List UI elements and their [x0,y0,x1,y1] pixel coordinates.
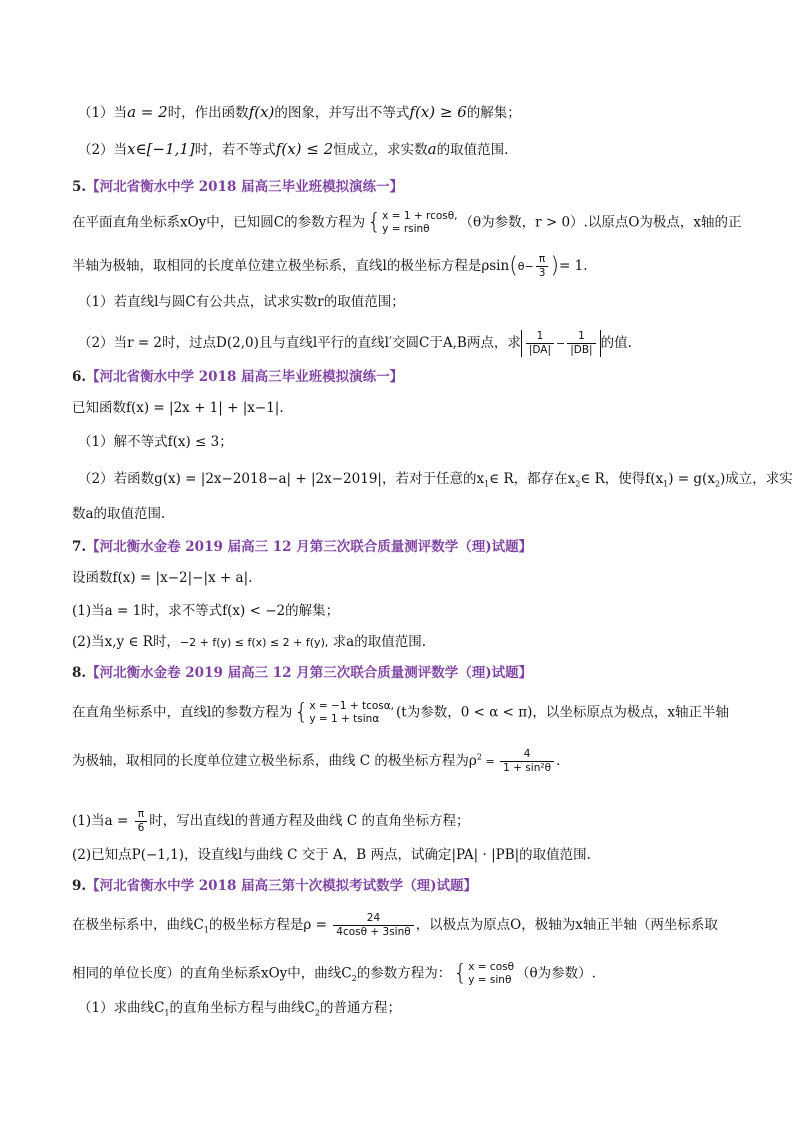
question-8-sub-1 [72,808,470,835]
question-source: 【河北省衡水中学 2018 届高三毕业班模拟演练一】 [86,179,404,195]
math-inequality: f(x) ≤ 2 [275,140,334,158]
system-row-1: x = 1 + rcosθ, [382,210,458,222]
question-7-header [72,538,532,556]
text: 的图象，并写出不等式 [274,105,410,121]
text: 时，作出函数 [167,105,249,121]
question-6-line-1 [72,399,284,417]
fraction-rho: $\frac{24}{4\cos\theta + 3\sin\theta}$ [333,912,413,939]
math-inequality: f(x) ≥ 6 [409,103,467,121]
question-5-sub-2 [78,330,632,357]
math-a: a [427,140,437,158]
subscript: 1 [663,479,669,489]
text: （1）求曲线C [78,1000,165,1016]
text: 求a的取值范围. [328,634,426,650]
question-6-header [72,368,403,386]
question-7-sub-2 [72,633,426,652]
question-number: 6. [72,369,87,385]
text: （θ为参数）. [516,965,596,982]
question-9-line-2: 相同的单位长度）的直角坐标系xOy中，曲线$C_2$的参数方程为： { x = cosθ y = sinθ （θ为参数）. [72,961,596,986]
text: 在极坐标系中，曲线C [72,917,204,933]
text: 的值. [600,335,632,351]
text: (2)已知点P(−1,1)，设直线l与曲线 C 交于 A，B 两点，试确定|PA| · |PB|的取值范围. [72,847,591,863]
question-source: 【河北省衡水中学 2018 届高三第十次模拟考试数学（理)试题】 [86,878,477,894]
text: （1）若直线l与圆C有公共点，试求实数r的取值范围； [78,294,405,310]
text: 的参数方程为： [356,965,452,982]
parametric-system: { x = 1 + rcosθ, y = rsinθ [367,210,458,235]
subscript: 2 [714,479,721,489]
question-9-line-1: 在极坐标系中，曲线$C_1$的极坐标方程是ρ = $\frac{24}{4\cos\theta + 3\sin\theta}$ ，以极点为原点O，极轴为x轴正半轴（两坐标系取 [72,912,718,938]
text: (1)当a = 1时，求不等式f(x) < −2的解集； [72,603,340,619]
text: （2）当 [78,142,128,158]
subquestion-1 [78,103,521,122]
fraction-pi-6: $\frac{\pi}{6}$ [135,808,148,835]
question-number: 8. [72,665,87,681]
text: 时，若不等式 [194,142,276,158]
system-row-2: y = 1 + tsinα [309,713,380,725]
math-inequality: −2 + f(y) ≤ f(x) ≤ 2 + f(y), [179,636,329,649]
text: （1）当 [78,105,128,121]
text: 时，写出直线l的普通方程及曲线 C 的直角坐标方程； [149,813,470,829]
question-source: 【河北衡水金卷 2019 届高三 12 月第三次联合质量测评数学（理)试题】 [86,539,533,555]
fraction-pi-3: $\frac{\pi}{3}$ [536,253,549,280]
absolute-value-expression: $\frac{1}{|DA|}$ − $\frac{1}{|DB|}$ [521,330,601,357]
text: 的取值范围. [436,142,509,158]
math-a-eq-2: a = 2 [127,103,168,121]
text: = 1. [559,258,588,274]
text: 恒成立，求实数 [333,142,428,158]
text: . [556,753,561,769]
question-8-line-2: 为极轴，取相同的长度单位建立极坐标系，曲线 C 的极坐标方程为$\rho^2$ = $\frac{4}{\text{1 + sin²θ}}$ . [72,748,561,774]
system-row-1: x = −1 + tcosα, [309,700,395,712]
question-number: 7. [72,539,87,555]
question-7-sub-1 [72,602,339,620]
text: (2)当x,y ∈ R时， [72,634,180,650]
question-9-header [72,877,477,895]
text: 在直角坐标系中，直线l的参数方程为 [72,704,293,721]
question-5-line-1 [72,210,742,236]
text: （θ为参数，r > 0）.以原点O为极点，x轴的正 [459,214,742,231]
text: 的普通方程； [319,1000,401,1016]
math: θ− [517,260,534,273]
subquestion-2 [78,140,508,159]
question-5-sub-1 [78,293,405,311]
system-row-1: x = cosθ [468,961,515,973]
text: 为极轴，取相同的长度单位建立极坐标系，曲线 C 的极坐标方程为ρ [72,753,477,769]
math-fx: f(x) [248,103,275,121]
question-6-sub-1 [78,433,233,451]
parametric-system: { x = −1 + tcosα, y = 1 + tsinα [294,700,395,725]
text: （2）若函数g(x) = |2x−2018−a| + |2x−2019|，若对于任意的x [78,471,485,487]
text: ∈ R，使得f(x [580,471,664,487]
text: )成立，求实 [720,471,793,487]
text: （2）当r = 2时，过点D(2,0)且与直线l平行的直线l′交圆C于A,B两点，求 [78,335,521,351]
question-8-header [72,664,532,682]
text: 半轴为极轴，取相同的长度单位建立极坐标系，直线l的极坐标方程是ρsin [72,258,510,274]
text: 设函数f(x) = |x−2|−|x + a|. [72,570,253,586]
text: ，以极点为原点O，极轴为x轴正半轴（两坐标系取 [415,917,718,933]
system-row-2: y = sinθ [468,974,512,986]
text: 的直角坐标方程与曲线C [169,1000,315,1016]
question-source: 【河北省衡水中学 2018 届高三毕业班模拟演练一】 [86,369,404,385]
question-5-header [72,178,403,196]
question-6-line-3 [72,505,165,523]
text: 在平面直角坐标系xOy中，已知圆C的参数方程为 [72,214,366,231]
text: ) = g(x [668,471,715,487]
superscript: 2 [476,752,482,762]
subscript: 2 [575,479,581,489]
text: 的解集； [466,105,521,121]
text: (1)当a = [72,813,133,829]
question-number: 5. [72,179,87,195]
question-7-line-1 [72,569,252,587]
text: (t为参数，0 < α < π)，以坐标原点为极点，x轴正半轴 [396,704,729,721]
question-number: 9. [72,878,87,894]
subscript: 1 [484,479,490,489]
fraction-1-DA: $\frac{1}{|DA|}$ [526,330,554,357]
text: 数a的取值范围. [72,506,166,522]
question-6-sub-2 [78,470,793,494]
fraction-rho-squared: $\frac{4}{\text{1 + sin²θ}}$ [500,748,554,775]
question-8-sub-2 [72,846,591,864]
question-9-sub-1: （1）求曲线$C_1$的直角坐标方程与曲线$C_2$的普通方程； [78,1000,401,1018]
text: ∈ R，都存在x [489,471,576,487]
parametric-system: { x = cosθ y = sinθ [453,961,515,986]
question-5-line-2: 半轴为极轴，取相同的长度单位建立极坐标系，直线l的极坐标方程是ρsin(θ− $\frac{\pi}{3}$ )= 1. [72,253,588,279]
fraction-1-DB: $\frac{1}{|DB|}$ [567,330,595,357]
text: 已知函数f(x) = |2x + 1| + |x−1|. [72,400,284,416]
text: （1）解不等式f(x) ≤ 3； [78,434,233,450]
text: 的极坐标方程是ρ = [208,917,332,933]
question-8-line-1 [72,700,729,726]
system-row-2: y = rsinθ [382,223,430,235]
question-source: 【河北衡水金卷 2019 届高三 12 月第三次联合质量测评数学（理)试题】 [86,665,533,681]
math-interval: x∈[−1,1] [127,140,195,158]
text: 相同的单位长度）的直角坐标系xOy中，曲线C [72,965,352,982]
